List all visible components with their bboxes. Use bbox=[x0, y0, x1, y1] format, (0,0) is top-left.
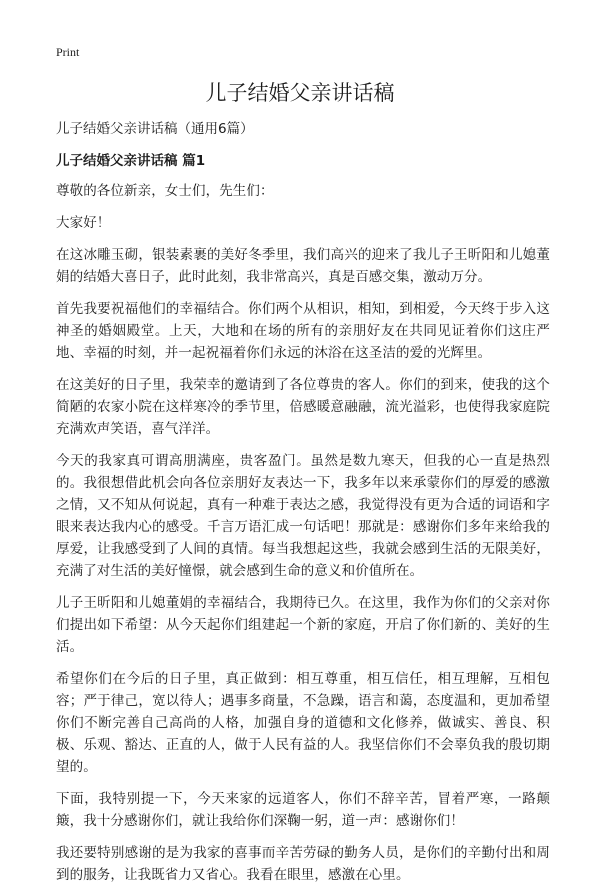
paragraph-hopes: 希望你们在今后的日子里，真正做到：相互尊重，相互信任，相互理解，互相包容；严于律己，宽以待人；遇事多商量，不急躁，语言和蔼，态度温和，更加希望你们不断完善自己高尚的人格，加强自身的道德和文化修养，做诚实、善良、积极、乐观、豁达、正直的人，做于人民有益的人。我坚信你们不会辜负我的殷切期望的。 bbox=[56, 671, 550, 775]
document-subtitle: 儿子结婚父亲讲话稿（通用6篇） bbox=[56, 121, 254, 137]
paragraph-hopes-intro: 儿子王昕阳和儿媳董娟的幸福结合，我期待已久。在这里，我作为你们的父亲对你们提出如下希望：从今天起你们组建起一个新的家庭，开启了你们新的、美好的生活。 bbox=[56, 595, 550, 655]
print-link[interactable]: Print bbox=[56, 45, 80, 59]
speech-body bbox=[56, 180, 550, 896]
page-title: 儿子结婚父亲讲话稿 bbox=[205, 81, 395, 105]
paragraph-gratitude: 今天的我家真可谓高朋满座，贵客盈门。虽然是数九寒天，但我的心一直是热烈的。我很想借此机会向各位亲朋好友表达一下，我多年以来承蒙你们的厚爱的感激之情，又不知从何说起，真有一种难于表达之感，我觉得没有更为合适的词语和字眼来表达我内心的感受。千言万语汇成一句话吧！那就是：感谢你们多年来给我的厚爱，让我感受到了人间的真情。每当我想起这些，我就会感到生活的无限美好，充满了对生活的美好憧憬，就会感到生命的意义和价值所在。 bbox=[56, 453, 550, 579]
paragraph-greeting: 尊敬的各位新亲，女士们，先生们： bbox=[56, 183, 274, 199]
paragraph-thanks-guests: 下面，我特别提一下，今天来家的远道客人，你们不辞辛苦，冒着严寒，一路颠簸，我十分感谢你们，就让我给你们深鞠一躬，道一声：感谢你们！ bbox=[56, 791, 550, 829]
section-heading: 儿子结婚父亲讲话稿 篇1 bbox=[56, 153, 206, 169]
paragraph-occasion: 在这冰雕玉砌，银装素裹的美好冬季里，我们高兴的迎来了我儿子王昕阳和儿媳董娟的结婚大喜日子，此时此刻，我非常高兴，真是百感交集，激动万分。 bbox=[56, 247, 550, 285]
paragraph-guests: 在这美好的日子里，我荣幸的邀请到了各位尊贵的客人。你们的到来，使我的这个简陋的农家小院在这样寒冷的季节里，倍感暖意融融，流光溢彩，也使得我家庭院充满欢声笑语，喜气洋洋。 bbox=[56, 377, 550, 437]
paragraph-blessing: 首先我要祝福他们的幸福结合。你们两个从相识，相知，到相爱，今天终于步入这神圣的婚姻殿堂。上天，大地和在场的所有的亲朋好友在共同见证着你们这庄严地、幸福的时刻，并一起祝福着你们永远的沐浴在这圣洁的爱的光辉里。 bbox=[56, 301, 550, 361]
paragraph-hello: 大家好！ bbox=[56, 215, 111, 231]
paragraph-thanks-staff: 我还要特别感谢的是为我家的喜事而辛苦劳碌的勤务人员，是你们的辛勤付出和周到的服务，让我既省力又省心。我看在眼里，感激在心里。 bbox=[56, 845, 550, 883]
